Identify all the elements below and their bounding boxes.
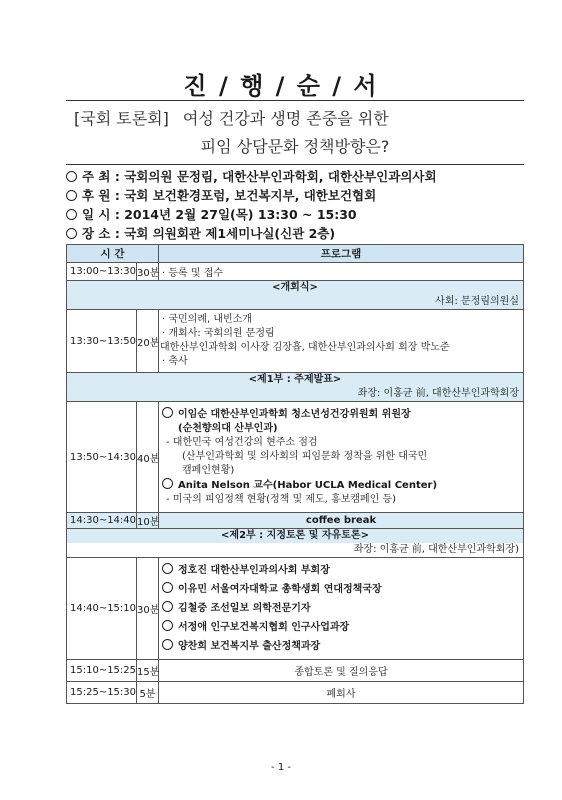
subtitle-line-2: 피임 상담문화 정책방향은?	[200, 137, 390, 156]
section-row	[67, 529, 524, 558]
table-row: 13:30~13:50 20분 · 국민의례, 내빈소개 · 개회사: 국회의원 문정림 대한산부인과학회 이사장 김장흡, 대한산부인과의사회 회장 박노준 · 축사	[67, 310, 524, 373]
circle-bullet-icon	[162, 407, 173, 418]
info-organizer: 주 최 : 국회의원 문정림, 대한산부인과학회, 대한산부인과의사회	[66, 167, 437, 185]
table-row: 13:00~13:30 30분 · 등록 및 접수	[67, 263, 524, 281]
header-time: 시 간	[67, 245, 159, 263]
schedule-table	[66, 244, 524, 704]
circle-bullet-icon	[162, 478, 173, 489]
section-title: <제2부 : 지정토론 및 자유토론>	[221, 530, 369, 541]
section-row	[67, 281, 524, 310]
table-row: 15:10~15:25 15분 종합토론 및 질의응답	[67, 660, 524, 682]
circle-bullet-icon	[162, 639, 173, 650]
table-row: 14:40~15:10 30분 정호진 대한산부인과의사회 부회장 이유민 서울여자대학교 총학생회 연대정책국장 김철중 조선일보 의학전문기자 서정애 인구보건복지협회 인구사업과장 양찬희 보건복지부 출산정책과장	[67, 558, 524, 660]
circle-bullet-icon	[162, 563, 173, 574]
circle-bullet-icon	[66, 190, 77, 201]
section-title: <개회식>	[272, 282, 318, 293]
page-number: - 1 -	[271, 762, 291, 773]
section-chair: 사회: 문정림의원실	[435, 296, 519, 307]
section-title: <제1부 : 주제발표>	[248, 374, 342, 385]
info-sponsor: 후 원 : 국회 보건환경포럼, 보건복지부, 대한보건협회	[66, 186, 376, 204]
bottom-divider	[66, 164, 524, 165]
circle-bullet-icon	[162, 620, 173, 631]
subtitle-line-1: 여성 건강과 생명 존중을 위한	[182, 109, 389, 128]
table-row: 13:50~14:30 40분 이임순 대한산부인과학회 청소년성건강위원회 위원장 (순천향의대 산부인과) - 대한민국 여성건강의 현주소 점검 (산부인과학회 및 의사회의 피임문화 정착을 위한 대국민 캠페인현황) Anita Nelson 교수(Habor UCLA Medical Center) - 미국의 피임정책 현황(정책 및 제도, 홍보캠페인 등)	[67, 402, 524, 513]
circle-bullet-icon	[66, 171, 77, 182]
info-venue: 장 소 : 국회 의원회관 제1세미나실(신관 2층)	[66, 224, 335, 242]
section-chair: 좌장: 이홍균 前, 대한산부인과학회장)	[67, 543, 523, 557]
table-row: 15:25~15:30 5분 폐회사	[67, 682, 524, 704]
circle-bullet-icon	[162, 582, 173, 593]
section-row	[67, 373, 524, 402]
subtitle-box	[66, 100, 524, 164]
section-chair: 좌장: 이홍균 前, 대한산부인과학회장	[357, 388, 519, 399]
info-date: 일 시 : 2014년 2월 27일(목) 13:30 ~ 15:30	[66, 205, 357, 223]
table-row: 14:30~14:40 10분 coffee break	[67, 513, 524, 529]
header-program: 프로그램	[159, 245, 524, 263]
page-title: 진 / 행 / 순 / 서	[183, 72, 379, 100]
circle-bullet-icon	[162, 601, 173, 612]
table-header-row	[67, 245, 524, 263]
circle-bullet-icon	[66, 209, 77, 220]
event-tag: [국회 토론회]	[74, 109, 169, 128]
circle-bullet-icon	[66, 228, 77, 239]
